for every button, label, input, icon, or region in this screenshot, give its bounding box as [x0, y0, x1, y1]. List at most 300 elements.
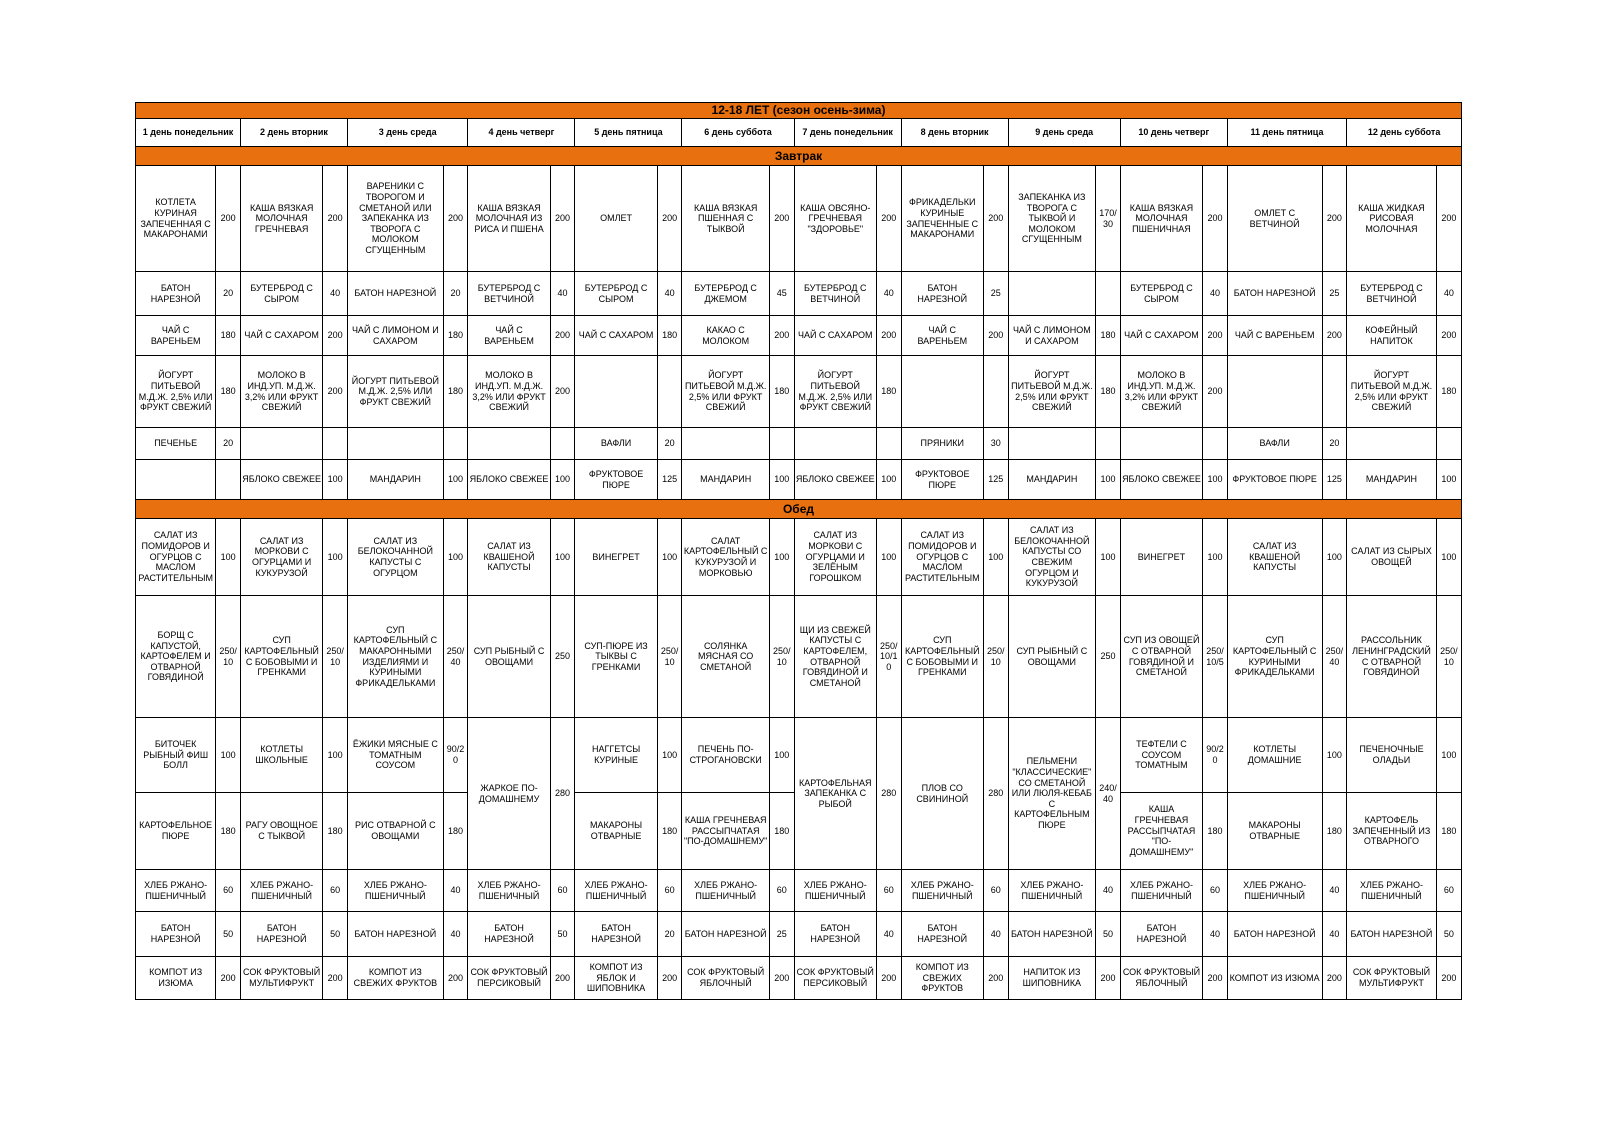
dish-grams: 40	[983, 912, 1008, 957]
dish-grams: 180	[1436, 793, 1461, 870]
dish-name: СОЛЯНКА МЯСНАЯ СО СМЕТАНОЙ	[682, 596, 769, 718]
dish-name: ФРУКТОВОЕ ПЮРЕ	[901, 460, 983, 500]
dish-grams: 60	[657, 870, 682, 912]
dish-grams: 180	[769, 793, 794, 870]
dish-grams	[323, 428, 348, 460]
dish-grams: 100	[1436, 460, 1461, 500]
dish-name	[468, 428, 550, 460]
dish-name: НАПИТОК ИЗ ШИПОВНИКА	[1008, 957, 1095, 1000]
dish-grams: 20	[216, 428, 241, 460]
dish-grams	[657, 356, 682, 428]
dish-name: КАКАО С МОЛОКОМ	[682, 316, 769, 356]
dish-row	[136, 356, 1462, 428]
dish-grams: 180	[443, 316, 468, 356]
dish-grams: 240/40	[1096, 718, 1121, 870]
dish-grams: 200	[1322, 166, 1347, 272]
dish-name: ЧАЙ С САХАРОМ	[240, 316, 322, 356]
dish-name: МАКАРОНЫ ОТВАРНЫЕ	[575, 793, 657, 870]
dish-grams: 40	[876, 272, 901, 316]
day-header: 12 день суббота	[1347, 119, 1462, 147]
dish-grams: 100	[876, 519, 901, 596]
dish-grams	[1322, 356, 1347, 428]
dish-grams: 40	[550, 272, 575, 316]
dish-name: МОЛОКО В ИНД.УП. М.Д.Ж. 3,2% ИЛИ ФРУКТ СВЕЖИЙ	[1120, 356, 1202, 428]
dish-name: ЯБЛОКО СВЕЖЕЕ	[240, 460, 322, 500]
dish-grams: 125	[983, 460, 1008, 500]
dish-name: НАГГЕТСЫ КУРИНЫЕ	[575, 718, 657, 793]
dish-name: КОМПОТ ИЗ СВЕЖИХ ФРУКТОВ	[901, 957, 983, 1000]
dish-name: БАТОН НАРЕЗНОЙ	[347, 272, 443, 316]
dish-name: БАТОН НАРЕЗНОЙ	[1120, 912, 1202, 957]
dish-grams: 170/30	[1096, 166, 1121, 272]
dish-grams: 60	[876, 870, 901, 912]
dish-name: БАТОН НАРЕЗНОЙ	[347, 912, 443, 957]
dish-name: САЛАТ ИЗ КВАШЕНОЙ КАПУСТЫ	[1227, 519, 1322, 596]
dish-name: КАРТОФЕЛЬНОЕ ПЮРЕ	[136, 793, 216, 870]
dish-name: МАКАРОНЫ ОТВАРНЫЕ	[1227, 793, 1322, 870]
dish-name: КАРТОФЕЛЬНАЯ ЗАПЕКАНКА С РЫБОЙ	[794, 718, 876, 870]
dish-name: ЧАЙ С ЛИМОНОМ И САХАРОМ	[1008, 316, 1095, 356]
dish-grams: 250/10	[216, 596, 241, 718]
dish-name: ЙОГУРТ ПИТЬЕВОЙ М.Д.Ж. 2,5% ИЛИ ФРУКТ СВЕЖИЙ	[136, 356, 216, 428]
day-header: 1 день понедельник	[136, 119, 241, 147]
dish-grams: 125	[1322, 460, 1347, 500]
dish-grams: 180	[216, 793, 241, 870]
dish-grams: 100	[1436, 718, 1461, 793]
dish-grams	[1436, 428, 1461, 460]
day-header: 6 день суббота	[682, 119, 794, 147]
dish-name	[1008, 428, 1095, 460]
dish-name: ПРЯНИКИ	[901, 428, 983, 460]
title-row	[136, 103, 1462, 119]
dish-grams: 20	[1322, 428, 1347, 460]
dish-grams: 200	[216, 166, 241, 272]
dish-grams: 180	[1096, 356, 1121, 428]
dish-name: СУП ИЗ ОВОЩЕЙ С ОТВАРНОЙ ГОВЯДИНОЙ И СМЕТАНОЙ	[1120, 596, 1202, 718]
dish-name: САЛАТ ИЗ БЕЛОКОЧАННОЙ КАПУСТЫ С ОГУРЦОМ	[347, 519, 443, 596]
dish-grams: 100	[1203, 519, 1228, 596]
dish-name: СУП РЫБНЫЙ С ОВОЩАМИ	[1008, 596, 1095, 718]
dish-grams: 280	[876, 718, 901, 870]
dish-name: ПЕЧЕНЬ ПО-СТРОГАНОВСКИ	[682, 718, 769, 793]
dish-grams: 180	[1096, 316, 1121, 356]
dish-name: ЧАЙ С ЛИМОНОМ И САХАРОМ	[347, 316, 443, 356]
dish-name: САЛАТ ИЗ МОРКОВИ С ОГУРЦАМИ И КУКУРУЗОЙ	[240, 519, 322, 596]
dish-name: МОЛОКО В ИНД.УП. М.Д.Ж. 3,2% ИЛИ ФРУКТ СВЕЖИЙ	[240, 356, 322, 428]
dish-grams: 250/10/5	[1203, 596, 1228, 718]
dish-grams: 180	[443, 356, 468, 428]
dish-grams: 180	[216, 316, 241, 356]
dish-grams: 100	[1322, 519, 1347, 596]
dish-grams	[983, 356, 1008, 428]
dish-grams: 250/40	[443, 596, 468, 718]
dish-row	[136, 316, 1462, 356]
dish-grams: 20	[216, 272, 241, 316]
dish-name: КАША ГРЕЧНЕВАЯ РАССЫПЧАТАЯ "ПО-ДОМАШНЕМУ"	[1120, 793, 1202, 870]
dish-grams: 60	[1203, 870, 1228, 912]
dish-grams: 200	[550, 166, 575, 272]
dish-grams: 60	[983, 870, 1008, 912]
dish-name: ТЕФТЕЛИ С СОУСОМ ТОМАТНЫМ	[1120, 718, 1202, 793]
dish-grams: 200	[876, 316, 901, 356]
dish-name: ПЛОВ СО СВИНИНОЙ	[901, 718, 983, 870]
dish-grams: 40	[657, 272, 682, 316]
dish-grams: 100	[769, 718, 794, 793]
dish-grams	[443, 428, 468, 460]
dish-grams: 200	[443, 957, 468, 1000]
dish-name: ХЛЕБ РЖАНО-ПШЕНИЧНЫЙ	[1227, 870, 1322, 912]
dish-name: ВИНЕГРЕТ	[1120, 519, 1202, 596]
dish-grams: 200	[550, 356, 575, 428]
dish-name: СУП КАРТОФЕЛЬНЫЙ С МАКАРОННЫМИ ИЗДЕЛИЯМИ И КУРИНЫМИ ФРИКАДЕЛЬКАМИ	[347, 596, 443, 718]
dish-grams: 200	[550, 957, 575, 1000]
dish-name: БАТОН НАРЕЗНОЙ	[901, 272, 983, 316]
dish-grams: 250/10	[657, 596, 682, 718]
dish-row	[136, 718, 1462, 793]
dish-grams: 200	[1436, 166, 1461, 272]
day-header: 5 день пятница	[575, 119, 682, 147]
dish-name	[575, 356, 657, 428]
dish-grams: 100	[983, 519, 1008, 596]
dish-name: ЧАЙ С ВАРЕНЬЕМ	[468, 316, 550, 356]
dish-grams: 40	[443, 870, 468, 912]
day-header: 11 день пятница	[1227, 119, 1346, 147]
day-header: 7 день понедельник	[794, 119, 901, 147]
dish-name: БАТОН НАРЕЗНОЙ	[1227, 912, 1322, 957]
dish-grams: 180	[657, 316, 682, 356]
dish-name: КАША ВЯЗКАЯ МОЛОЧНАЯ ПШЕНИЧНАЯ	[1120, 166, 1202, 272]
dish-grams: 60	[550, 870, 575, 912]
dish-name: БОРЩ С КАПУСТОЙ, КАРТОФЕЛЕМ И ОТВАРНОЙ ГОВЯДИНОЙ	[136, 596, 216, 718]
dish-grams: 200	[983, 316, 1008, 356]
dish-name: БУТЕРБРОД С СЫРОМ	[1120, 272, 1202, 316]
dish-name: БАТОН НАРЕЗНОЙ	[468, 912, 550, 957]
dish-name: ХЛЕБ РЖАНО-ПШЕНИЧНЫЙ	[468, 870, 550, 912]
dish-name: РАГУ ОВОЩНОЕ С ТЫКВОЙ	[240, 793, 322, 870]
dish-grams: 20	[657, 428, 682, 460]
dish-name: СОК ФРУКТОВЫЙ ЯБЛОЧНЫЙ	[682, 957, 769, 1000]
dish-name: САЛАТ ИЗ ПОМИДОРОВ И ОГУРЦОВ С МАСЛОМ РАСТИТЕЛЬНЫМ	[136, 519, 216, 596]
dish-grams: 200	[443, 166, 468, 272]
dish-grams: 200	[1203, 316, 1228, 356]
dish-grams: 100	[323, 460, 348, 500]
dish-row	[136, 166, 1462, 272]
dish-name: БУТЕРБРОД С ВЕТЧИНОЙ	[468, 272, 550, 316]
dish-grams: 200	[657, 166, 682, 272]
dish-grams	[876, 428, 901, 460]
dish-grams: 40	[1322, 912, 1347, 957]
dish-grams: 200	[1436, 957, 1461, 1000]
section-row	[136, 500, 1462, 519]
dish-name	[347, 428, 443, 460]
day-header: 8 день вторник	[901, 119, 1008, 147]
dish-name: ЁЖИКИ МЯСНЫЕ С ТОМАТНЫМ СОУСОМ	[347, 718, 443, 793]
dish-name: ЗАПЕКАНКА ИЗ ТВОРОГА С ТЫКВОЙ И МОЛОКОМ СГУЩЕННЫМ	[1008, 166, 1095, 272]
dish-name: БАТОН НАРЕЗНОЙ	[682, 912, 769, 957]
dish-name: БАТОН НАРЕЗНОЙ	[794, 912, 876, 957]
dish-grams: 45	[769, 272, 794, 316]
dish-grams: 200	[216, 957, 241, 1000]
dish-name: КОФЕЙНЫЙ НАПИТОК	[1347, 316, 1437, 356]
menu-title: 12-18 ЛЕТ (сезон осень-зима)	[136, 103, 1462, 119]
dish-name: БАТОН НАРЕЗНОЙ	[136, 912, 216, 957]
dish-grams: 50	[1096, 912, 1121, 957]
dish-grams: 250/10	[769, 596, 794, 718]
dish-grams: 180	[1322, 793, 1347, 870]
dish-grams: 60	[769, 870, 794, 912]
dish-row	[136, 912, 1462, 957]
dish-name: БАТОН НАРЕЗНОЙ	[1347, 912, 1437, 957]
dish-grams: 100	[323, 519, 348, 596]
dish-grams: 180	[1203, 793, 1228, 870]
dish-name: ХЛЕБ РЖАНО-ПШЕНИЧНЫЙ	[1347, 870, 1437, 912]
dish-grams: 180	[443, 793, 468, 870]
dish-grams: 250/10/10	[876, 596, 901, 718]
dish-grams	[1203, 428, 1228, 460]
dish-grams: 280	[983, 718, 1008, 870]
dish-name	[794, 428, 876, 460]
dish-name: СУП КАРТОФЕЛЬНЫЙ С КУРИНЫМИ ФРИКАДЕЛЬКАМИ	[1227, 596, 1322, 718]
dish-grams: 250/40	[1322, 596, 1347, 718]
day-header: 4 день четверг	[468, 119, 575, 147]
dish-grams: 180	[216, 356, 241, 428]
dish-grams: 100	[1096, 519, 1121, 596]
dish-grams: 200	[1203, 356, 1228, 428]
dish-name: БАТОН НАРЕЗНОЙ	[1227, 272, 1322, 316]
dish-row	[136, 870, 1462, 912]
dish-grams: 100	[1322, 718, 1347, 793]
dish-grams: 25	[1322, 272, 1347, 316]
dish-name: МАНДАРИН	[347, 460, 443, 500]
dish-name: ХЛЕБ РЖАНО-ПШЕНИЧНЫЙ	[794, 870, 876, 912]
dish-name: ХЛЕБ РЖАНО-ПШЕНИЧНЫЙ	[136, 870, 216, 912]
day-header: 2 день вторник	[240, 119, 347, 147]
dish-grams: 40	[443, 912, 468, 957]
dish-name: МОЛОКО В ИНД.УП. М.Д.Ж. 3,2% ИЛИ ФРУКТ СВЕЖИЙ	[468, 356, 550, 428]
dish-name	[240, 428, 322, 460]
dish-name: КОМПОТ ИЗ СВЕЖИХ ФРУКТОВ	[347, 957, 443, 1000]
dish-grams: 200	[1203, 957, 1228, 1000]
dish-grams: 200	[983, 166, 1008, 272]
dish-name: САЛАТ ИЗ МОРКОВИ С ОГУРЦАМИ И ЗЕЛЁНЫМ ГОРОШКОМ	[794, 519, 876, 596]
dish-grams: 100	[769, 460, 794, 500]
dish-grams: 50	[216, 912, 241, 957]
dish-grams: 25	[983, 272, 1008, 316]
dish-grams: 90/20	[443, 718, 468, 793]
dish-grams: 40	[1322, 870, 1347, 912]
dish-name: КОМПОТ ИЗ ИЗЮМА	[136, 957, 216, 1000]
dish-name: ПЕЧЕНОЧНЫЕ ОЛАДЬИ	[1347, 718, 1437, 793]
dish-name: ЧАЙ С ВАРЕНЬЕМ	[136, 316, 216, 356]
dish-grams: 200	[983, 957, 1008, 1000]
dish-grams: 180	[769, 356, 794, 428]
dish-name: СУП РЫБНЫЙ С ОВОЩАМИ	[468, 596, 550, 718]
dish-name: ЧАЙ С САХАРОМ	[575, 316, 657, 356]
section-row	[136, 147, 1462, 166]
dish-name: СОК ФРУКТОВЫЙ ЯБЛОЧНЫЙ	[1120, 957, 1202, 1000]
dish-grams: 100	[1436, 519, 1461, 596]
dish-name: САЛАТ КАРТОФЕЛЬНЫЙ С КУКУРУЗОЙ И МОРКОВЬЮ	[682, 519, 769, 596]
dish-name: БУТЕРБРОД С ВЕТЧИНОЙ	[1347, 272, 1437, 316]
dish-name: СОК ФРУКТОВЫЙ ПЕРСИКОВЫЙ	[468, 957, 550, 1000]
dish-row	[136, 596, 1462, 718]
dish-name: КОТЛЕТА КУРИНАЯ ЗАПЕЧЕННАЯ С МАКАРОНАМИ	[136, 166, 216, 272]
dish-grams: 200	[876, 166, 901, 272]
menu-table	[135, 102, 1462, 1000]
dish-grams: 90/20	[1203, 718, 1228, 793]
day-header-row	[136, 119, 1462, 147]
dish-name: ФРУКТОВОЕ ПЮРЕ	[1227, 460, 1322, 500]
dish-name: ОМЛЕТ С ВЕТЧИНОЙ	[1227, 166, 1322, 272]
dish-name: КАША ЖИДКАЯ РИСОВАЯ МОЛОЧНАЯ	[1347, 166, 1437, 272]
dish-name: КОМПОТ ИЗ ЯБЛОК И ШИПОВНИКА	[575, 957, 657, 1000]
dish-name: БУТЕРБРОД С СЫРОМ	[240, 272, 322, 316]
dish-row	[136, 957, 1462, 1000]
dish-grams: 200	[769, 166, 794, 272]
dish-grams: 100	[216, 718, 241, 793]
dish-name: РАССОЛЬНИК ЛЕНИНГРАДСКИЙ С ОТВАРНОЙ ГОВЯДИНОЙ	[1347, 596, 1437, 718]
dish-grams: 200	[550, 316, 575, 356]
dish-name: ФРИКАДЕЛЬКИ КУРИНЫЕ ЗАПЕЧЕННЫЕ С МАКАРОНАМИ	[901, 166, 983, 272]
dish-grams: 200	[769, 316, 794, 356]
dish-grams: 100	[550, 460, 575, 500]
dish-name: ЯБЛОКО СВЕЖЕЕ	[1120, 460, 1202, 500]
dish-name: МАНДАРИН	[1008, 460, 1095, 500]
dish-grams: 180	[876, 356, 901, 428]
dish-name: ВАФЛИ	[575, 428, 657, 460]
dish-name: ХЛЕБ РЖАНО-ПШЕНИЧНЫЙ	[575, 870, 657, 912]
dish-name	[1120, 428, 1202, 460]
dish-grams: 30	[983, 428, 1008, 460]
dish-grams	[769, 428, 794, 460]
dish-grams	[216, 460, 241, 500]
dish-grams: 125	[657, 460, 682, 500]
dish-grams: 40	[1203, 912, 1228, 957]
dish-name: ХЛЕБ РЖАНО-ПШЕНИЧНЫЙ	[240, 870, 322, 912]
dish-grams: 180	[657, 793, 682, 870]
dish-name: СУП-ПЮРЕ ИЗ ТЫКВЫ С ГРЕНКАМИ	[575, 596, 657, 718]
dish-grams: 100	[657, 519, 682, 596]
dish-grams: 200	[1436, 316, 1461, 356]
dish-name	[901, 356, 983, 428]
dish-grams: 50	[323, 912, 348, 957]
dish-grams: 200	[1322, 957, 1347, 1000]
dish-name: ОМЛЕТ	[575, 166, 657, 272]
dish-name: ВИНЕГРЕТ	[575, 519, 657, 596]
dish-grams: 200	[323, 356, 348, 428]
dish-name	[1347, 428, 1437, 460]
dish-grams: 200	[323, 316, 348, 356]
dish-name: ЙОГУРТ ПИТЬЕВОЙ М.Д.Ж. 2,5% ИЛИ ФРУКТ СВЕЖИЙ	[1347, 356, 1437, 428]
dish-grams: 200	[323, 957, 348, 1000]
dish-grams: 250/10	[323, 596, 348, 718]
dish-grams: 50	[1436, 912, 1461, 957]
dish-name: ЯБЛОКО СВЕЖЕЕ	[468, 460, 550, 500]
dish-name: КОТЛЕТЫ ШКОЛЬНЫЕ	[240, 718, 322, 793]
dish-grams: 100	[323, 718, 348, 793]
dish-name: МАНДАРИН	[1347, 460, 1437, 500]
dish-grams: 180	[323, 793, 348, 870]
dish-grams: 250/10	[1436, 596, 1461, 718]
dish-name: БАТОН НАРЕЗНОЙ	[240, 912, 322, 957]
dish-name: ФРУКТОВОЕ ПЮРЕ	[575, 460, 657, 500]
dish-grams: 40	[876, 912, 901, 957]
dish-grams: 20	[443, 272, 468, 316]
dish-grams: 25	[769, 912, 794, 957]
dish-name: БАТОН НАРЕЗНОЙ	[575, 912, 657, 957]
dish-name: РИС ОТВАРНОЙ С ОВОЩАМИ	[347, 793, 443, 870]
dish-grams: 60	[216, 870, 241, 912]
dish-name: БАТОН НАРЕЗНОЙ	[901, 912, 983, 957]
dish-grams: 280	[550, 718, 575, 870]
dish-name: САЛАТ ИЗ СЫРЫХ ОВОЩЕЙ	[1347, 519, 1437, 596]
dish-name: КАРТОФЕЛЬ ЗАПЕЧЕННЫЙ ИЗ ОТВАРНОГО	[1347, 793, 1437, 870]
dish-grams: 100	[443, 460, 468, 500]
dish-grams: 200	[657, 957, 682, 1000]
dish-name: САЛАТ ИЗ БЕЛОКОЧАННОЙ КАПУСТЫ СО СВЕЖИМ ОГУРЦОМ И КУКУРУЗОЙ	[1008, 519, 1095, 596]
dish-grams: 20	[657, 912, 682, 957]
dish-grams: 200	[876, 957, 901, 1000]
dish-grams: 60	[1436, 870, 1461, 912]
dish-grams: 50	[550, 912, 575, 957]
dish-name	[136, 460, 216, 500]
dish-grams: 200	[769, 957, 794, 1000]
dish-grams: 250/10	[983, 596, 1008, 718]
dish-grams: 40	[323, 272, 348, 316]
dish-grams: 250	[550, 596, 575, 718]
dish-grams: 40	[1203, 272, 1228, 316]
dish-name: ЧАЙ С САХАРОМ	[1120, 316, 1202, 356]
dish-name: САЛАТ ИЗ КВАШЕНОЙ КАПУСТЫ	[468, 519, 550, 596]
day-header: 3 день среда	[347, 119, 467, 147]
dish-grams: 100	[769, 519, 794, 596]
dish-grams: 100	[1203, 460, 1228, 500]
dish-row	[136, 460, 1462, 500]
day-header: 9 день среда	[1008, 119, 1120, 147]
dish-grams	[1096, 428, 1121, 460]
dish-grams: 40	[1436, 272, 1461, 316]
dish-name	[1227, 356, 1322, 428]
dish-name: КОТЛЕТЫ ДОМАШНИЕ	[1227, 718, 1322, 793]
dish-name: ЧАЙ С ВАРЕНЬЕМ	[1227, 316, 1322, 356]
dish-grams: 100	[216, 519, 241, 596]
dish-name: БИТОЧЕК РЫБНЫЙ ФИШ БОЛЛ	[136, 718, 216, 793]
day-header: 10 день четверг	[1120, 119, 1227, 147]
dish-grams: 200	[323, 166, 348, 272]
dish-grams: 200	[1096, 957, 1121, 1000]
dish-name	[1008, 272, 1095, 316]
dish-name: ЧАЙ С САХАРОМ	[794, 316, 876, 356]
dish-name: СУП КАРТОФЕЛЬНЫЙ С БОБОВЫМИ И ГРЕНКАМИ	[240, 596, 322, 718]
dish-grams: 60	[323, 870, 348, 912]
dish-name: ЙОГУРТ ПИТЬЕВОЙ М.Д.Ж. 2,5% ИЛИ ФРУКТ СВЕЖИЙ	[682, 356, 769, 428]
dish-grams: 100	[657, 718, 682, 793]
dish-grams: 180	[1436, 356, 1461, 428]
dish-grams: 250	[1096, 596, 1121, 718]
dish-name: ВАРЕНИКИ С ТВОРОГОМ И СМЕТАНОЙ ИЛИ ЗАПЕКАНКА ИЗ ТВОРОГА С МОЛОКОМ СГУЩЕННЫМ	[347, 166, 443, 272]
dish-name: ХЛЕБ РЖАНО-ПШЕНИЧНЫЙ	[901, 870, 983, 912]
dish-name: СОК ФРУКТОВЫЙ МУЛЬТИФРУКТ	[240, 957, 322, 1000]
dish-name: ЩИ ИЗ СВЕЖЕЙ КАПУСТЫ С КАРТОФЕЛЕМ, ОТВАРНОЙ ГОВЯДИНОЙ И СМЕТАНОЙ	[794, 596, 876, 718]
dish-row	[136, 519, 1462, 596]
dish-name: ПЕЛЬМЕНИ "КЛАССИЧЕСКИЕ" СО СМЕТАНОЙ ИЛИ ЛЮЛЯ-КЕБАБ С КАРТОФЕЛЬНЫМ ПЮРЕ	[1008, 718, 1095, 870]
dish-grams: 200	[1322, 316, 1347, 356]
dish-name: СОК ФРУКТОВЫЙ МУЛЬТИФРУКТ	[1347, 957, 1437, 1000]
dish-name: КАША ВЯЗКАЯ МОЛОЧНАЯ ГРЕЧНЕВАЯ	[240, 166, 322, 272]
dish-name: КОМПОТ ИЗ ИЗЮМА	[1227, 957, 1322, 1000]
dish-name: ХЛЕБ РЖАНО-ПШЕНИЧНЫЙ	[347, 870, 443, 912]
dish-grams: 100	[443, 519, 468, 596]
